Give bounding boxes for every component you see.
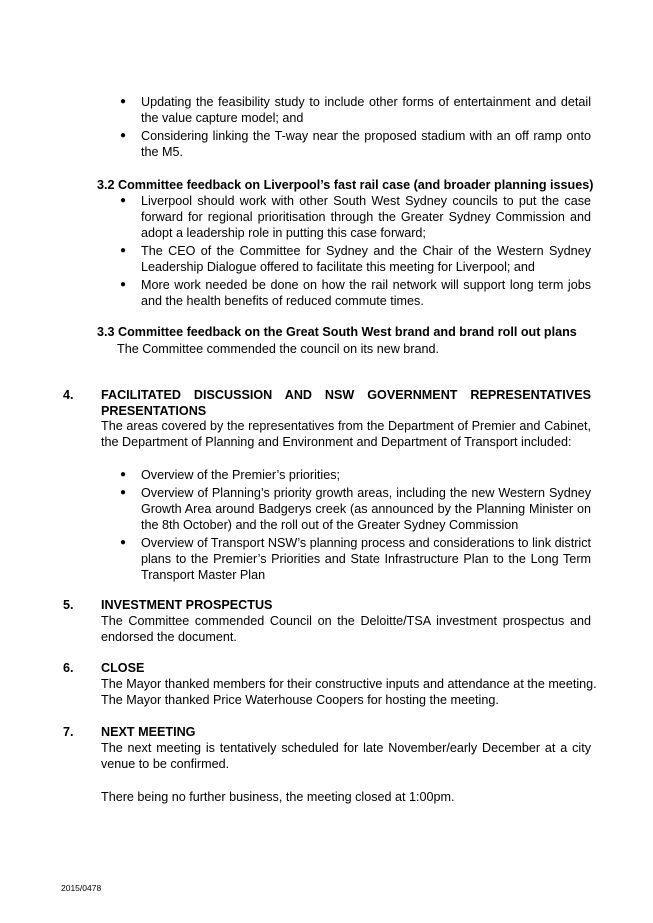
section-6-line-1: The Mayor thanked members for their constructive inputs and attendance at the meeting. [101, 677, 597, 691]
section-7-text: The next meeting is tentatively scheduled for late November/early December at a city venue to be confirmed. [101, 741, 591, 771]
list-item: ● The CEO of the Committee for Sydney and the Chair of the Western Sydney Leadership Dialogue offered to facilitate this meeting for Liverpool; and [120, 244, 591, 274]
section-5-text: The Committee commended Council on the Deloitte/TSA investment prospectus and endorsed the document. [101, 614, 591, 644]
intro-bullet-list [120, 94, 591, 162]
list-item: ● Overview of the Premier’s priorities; [120, 468, 340, 482]
section-5-number: 5. [63, 598, 74, 612]
section-4-bullet-list [120, 467, 591, 585]
bullet-icon: ● [120, 279, 127, 290]
list-item: ● Overview of Transport NSW’s planning process and considerations to link district plans to the Premier’s Priorities and State Infrastructure Plan to the Long Term Transport Master Plan [120, 536, 591, 582]
bullet-icon: ● [120, 195, 127, 206]
section-3-2-bullet-list [120, 193, 591, 311]
section-7-title: NEXT MEETING [101, 725, 196, 739]
list-item: ● More work needed be done on how the rail network will support long term jobs and the health benefits of reduced commute times. [120, 278, 591, 308]
bullet-icon: ● [120, 537, 127, 548]
section-4-text: The areas covered by the representatives from the Department of Premier and Cabinet, the Department of Planning and Environment and Department of Transport included: [101, 419, 591, 449]
section-3-3-text: The Committee commended the council on its new brand. [117, 342, 440, 356]
list-item: ● Considering linking the T-way near the proposed stadium with an off ramp onto the M5. [120, 129, 591, 159]
section-7-number: 7. [63, 725, 74, 739]
bullet-icon: ● [120, 245, 127, 256]
section-6-number: 6. [63, 661, 74, 675]
section-4-number: 4. [63, 388, 74, 402]
section-6-title: CLOSE [101, 661, 145, 675]
bullet-icon: ● [120, 130, 127, 141]
list-item: ● Liverpool should work with other South West Sydney councils to put the case forward for regional prioritisation through the Greater Sydney Commission and adopt a leadership role in putting this case forward; [120, 194, 591, 240]
closing-statement: There being no further business, the meeting closed at 1:00pm. [101, 790, 455, 804]
list-item: ● Updating the feasibility study to include other forms of entertainment and detail the value capture model; and [120, 95, 591, 125]
list-item: ● Overview of Planning’s priority growth areas, including the new Western Sydney Growth Area around Badgerys creek (as announced by the Planning Minister on the 8th October) and the roll out of the Greater Sydney Commission [120, 486, 591, 532]
section-3-2-heading: 3.2 Committee feedback on Liverpool’s fast rail case (and broader planning issues) [97, 178, 594, 192]
bullet-icon: ● [120, 487, 127, 498]
section-4-title: FACILITATED DISCUSSION AND NSW GOVERNMENT REPRESENTATIVES PRESENTATIONS [101, 388, 591, 418]
section-6-line-2: The Mayor thanked Price Waterhouse Coopers for hosting the meeting. [101, 693, 499, 707]
document-reference: 2015/0478 [61, 883, 102, 893]
bullet-icon: ● [120, 96, 127, 107]
section-3-3-heading: 3.3 Committee feedback on the Great South West brand and brand roll out plans [97, 325, 577, 339]
bullet-icon: ● [120, 469, 127, 480]
section-5-title: INVESTMENT PROSPECTUS [101, 598, 273, 612]
